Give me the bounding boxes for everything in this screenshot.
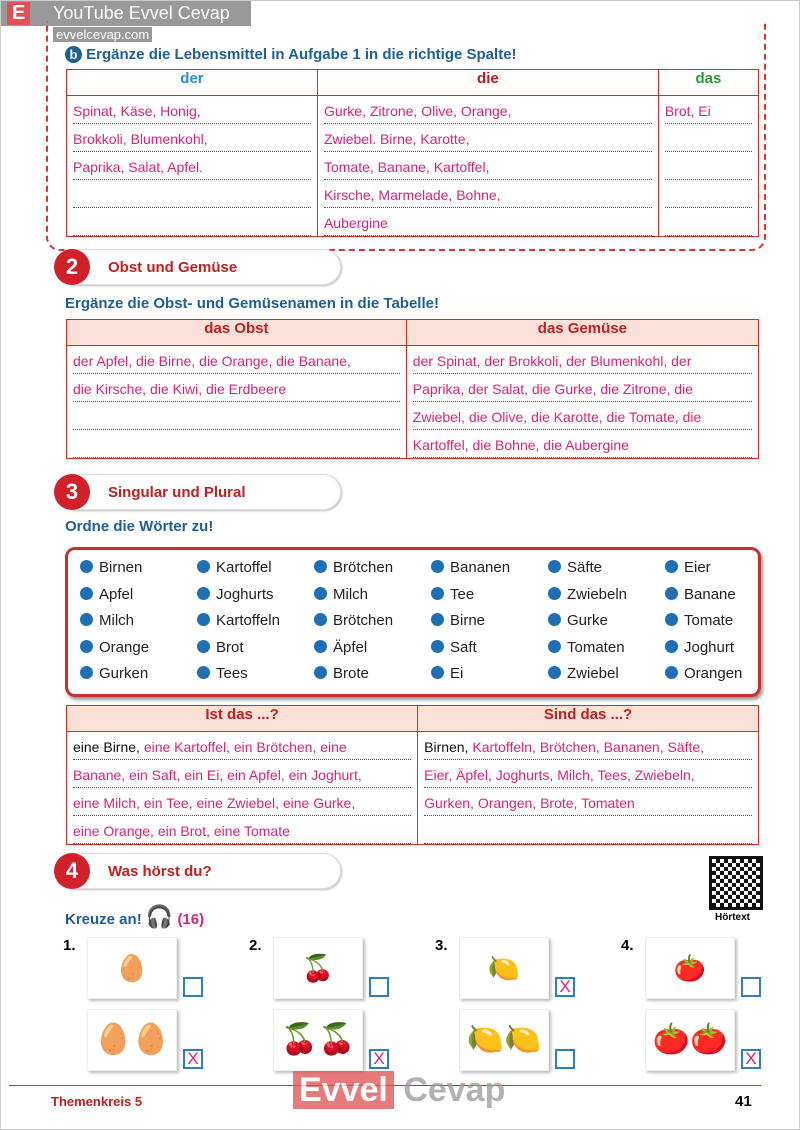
answer-line[interactable] (73, 208, 311, 236)
section-title: Obst und Gemüse (108, 259, 238, 276)
food-picture: 🍋 (459, 937, 549, 999)
footer-chapter: Themenkreis 5 (51, 1094, 143, 1109)
word-item: Brötchen (314, 612, 393, 629)
food-picture: 🍅 (645, 937, 735, 999)
word-item: Bananen (431, 559, 510, 576)
header-der: der (67, 70, 318, 96)
header-singular: Ist das ...? (67, 706, 418, 732)
answer-line[interactable] (413, 402, 752, 430)
answer-line[interactable] (324, 152, 652, 180)
checkbox[interactable] (369, 977, 389, 997)
headphones-icon: 🎧 (145, 904, 174, 929)
word-item: Birne (431, 612, 485, 629)
answer-text: Zwiebel. Birne, Karotte, (323, 131, 470, 147)
answer-line[interactable] (424, 760, 752, 788)
check-mark: X (559, 977, 571, 996)
watermark-logo-icon: E (7, 2, 30, 25)
answer-line[interactable] (324, 180, 652, 208)
word-item: Brote (314, 665, 369, 682)
example-word: eine Birne, (73, 739, 140, 755)
answer-line[interactable] (413, 430, 752, 458)
answer-text: Brot, Ei (664, 103, 711, 119)
answer-text: Banane, ein Saft, ein Ei, ein Apfel, ein Joghurt, (73, 767, 362, 783)
food-picture: 🥚 (87, 937, 177, 999)
word-item: Eier (665, 559, 711, 576)
section-2-header (65, 249, 341, 285)
word-item: Gurke (548, 612, 608, 629)
watermark-banner (1, 1, 251, 26)
answer-line[interactable] (73, 430, 400, 458)
ex3-instruction: Ordne die Wörter zu! (65, 518, 214, 535)
ex4-instruction (65, 904, 204, 930)
answer-text: Zwiebel, die Olive, die Karotte, die Tomate, die (412, 409, 702, 425)
qr-label: Hörtext (715, 912, 751, 923)
answer-line[interactable] (324, 96, 652, 124)
answer-line[interactable] (73, 402, 400, 430)
watermark-site: evvelcevap.com (53, 27, 152, 42)
food-picture: 🥚🥚 (87, 1009, 177, 1071)
section-title: Was hörst du? (108, 863, 212, 880)
food-picture: 🍒 (273, 937, 363, 999)
answer-text: Eier, Äpfel, Joghurts, Milch, Tees, Zwiebeln, (424, 767, 695, 783)
header-gemuese: das Gemüse (406, 320, 758, 346)
word-item: Säfte (548, 559, 602, 576)
answer-cell (67, 732, 418, 845)
ex3-table (66, 705, 759, 845)
word-item: Joghurt (665, 639, 734, 656)
answer-line[interactable] (665, 124, 752, 152)
checkbox[interactable] (183, 1049, 203, 1069)
answer-line[interactable] (665, 96, 752, 124)
word-item: Apfel (80, 586, 133, 603)
answer-line[interactable] (665, 152, 752, 180)
instruction-text: Kreuze an! (65, 911, 142, 928)
section-title: Singular und Plural (108, 484, 246, 501)
answer-cell (317, 96, 658, 237)
answer-text: Tomate, Banane, Kartoffel, (323, 159, 490, 175)
word-item: Tomate (665, 612, 733, 629)
answer-text: der Apfel, die Birne, die Orange, die Banane, (73, 353, 351, 369)
word-item: Tees (197, 665, 248, 682)
word-item: Tee (431, 586, 474, 603)
answer-line[interactable] (665, 208, 752, 236)
word-item: Milch (80, 612, 134, 629)
word-item: Saft (431, 639, 477, 656)
item-number: 4. (621, 937, 634, 954)
page-number: 41 (735, 1093, 752, 1110)
word-item: Milch (314, 586, 368, 603)
answer-text: Kartoffel, die Bohne, die Aubergine (412, 437, 629, 453)
food-picture: 🍋🍋 (459, 1009, 549, 1071)
check-mark: X (745, 1049, 757, 1068)
answer-text: Aubergine (323, 215, 388, 231)
word-item: Kartoffeln (197, 612, 280, 629)
header-plural: Sind das ...? (418, 706, 759, 732)
example-word: Birnen, (424, 739, 469, 755)
answer-text: Kirsche, Marmelade, Bohne, (323, 187, 501, 203)
section-4-header (65, 853, 341, 889)
answer-text: Spinat, Käse, Honig, (73, 103, 201, 119)
answer-text: eine Milch, ein Tee, eine Zwiebel, eine Gurke, (73, 795, 356, 811)
answer-line[interactable] (73, 180, 311, 208)
checkbox[interactable] (555, 977, 575, 997)
watermark-brand: YouTube Evvel Cevap (53, 3, 230, 23)
ex2-table (66, 319, 759, 459)
word-item: Brötchen (314, 559, 393, 576)
answer-line[interactable] (413, 374, 752, 402)
word-box (65, 547, 761, 697)
checkbox[interactable] (369, 1049, 389, 1069)
answer-text: Paprika, Salat, Apfel. (73, 159, 203, 175)
answer-cell (67, 96, 318, 237)
checkbox[interactable] (183, 977, 203, 997)
answer-text: eine Kartoffel, ein Brötchen, eine (143, 739, 347, 755)
word-item: Kartoffel (197, 559, 272, 576)
section-3-header (65, 474, 341, 510)
answer-text: Brokkoli, Blumenkohl, (73, 131, 208, 147)
item-number: 2. (249, 937, 262, 954)
word-item: Joghurts (197, 586, 274, 603)
check-mark: X (373, 1049, 385, 1068)
answer-line[interactable] (73, 732, 411, 760)
word-item: Tomaten (548, 639, 625, 656)
qr-code-icon (709, 856, 763, 910)
ex1b-table (66, 69, 759, 237)
word-item: Banane (665, 586, 736, 603)
checkbox[interactable] (555, 1049, 575, 1069)
answer-line[interactable] (73, 124, 311, 152)
checkbox[interactable] (741, 1049, 761, 1069)
item-number: 3. (435, 937, 448, 954)
word-item: Orange (80, 639, 149, 656)
word-item: Zwiebeln (548, 586, 627, 603)
exercise-marker: b (65, 46, 82, 63)
answer-line[interactable] (424, 816, 752, 844)
item-number: 1. (63, 937, 76, 954)
section-number: 3 (54, 474, 90, 510)
answer-line[interactable] (665, 180, 752, 208)
header-obst: das Obst (67, 320, 407, 346)
answer-cell (418, 732, 759, 845)
answer-line[interactable] (413, 346, 752, 374)
ex1b-instruction (65, 46, 517, 63)
answer-text: Gurken, Orangen, Brote, Tomaten (424, 795, 635, 811)
food-picture: 🍅🍅 (645, 1009, 735, 1071)
answer-line[interactable] (73, 374, 400, 402)
answer-line[interactable] (424, 732, 752, 760)
checkbox[interactable] (741, 977, 761, 997)
footer-watermark-logo: Evvel Cevap (293, 1071, 505, 1110)
answer-line[interactable] (73, 788, 411, 816)
section-number: 2 (54, 249, 90, 285)
answer-line[interactable] (73, 346, 400, 374)
word-item: Gurken (80, 665, 148, 682)
answer-text: Paprika, der Salat, die Gurke, die Zitrone, die (412, 381, 693, 397)
answer-line[interactable] (73, 760, 411, 788)
word-item: Birnen (80, 559, 142, 576)
ex2-instruction: Ergänze die Obst- und Gemüsenamen in die Tabelle! (65, 295, 439, 312)
audio-track: (16) (177, 911, 205, 928)
word-item: Orangen (665, 665, 742, 682)
answer-text: Gurke, Zitrone, Olive, Orange, (323, 103, 512, 119)
check-mark: X (187, 1049, 199, 1068)
header-die: die (317, 70, 658, 96)
section-number: 4 (54, 853, 90, 889)
answer-line[interactable] (424, 788, 752, 816)
word-item: Zwiebel (548, 665, 619, 682)
word-item: Ei (431, 665, 463, 682)
answer-text: die Kirsche, die Kiwi, die Erdbeere (73, 381, 287, 397)
answer-line[interactable] (73, 816, 411, 844)
instruction-text: Ergänze die Lebensmittel in Aufgabe 1 in die richtige Spalte! (86, 46, 517, 63)
answer-line[interactable] (73, 152, 311, 180)
answer-line[interactable] (324, 124, 652, 152)
answer-text: Kartoffeln, Brötchen, Bananen, Säfte, (472, 739, 705, 755)
word-item: Brot (197, 639, 244, 656)
word-item: Äpfel (314, 639, 367, 656)
header-das: das (658, 70, 758, 96)
answer-cell (67, 346, 407, 459)
answer-line[interactable] (324, 208, 652, 236)
answer-text: der Spinat, der Brokkoli, der Blumenkohl, der (412, 353, 692, 369)
answer-text: eine Orange, ein Brot, eine Tomate (73, 823, 290, 839)
answer-cell (406, 346, 758, 459)
answer-line[interactable] (73, 96, 311, 124)
food-picture: 🍒🍒 (273, 1009, 363, 1071)
answer-cell (658, 96, 758, 237)
